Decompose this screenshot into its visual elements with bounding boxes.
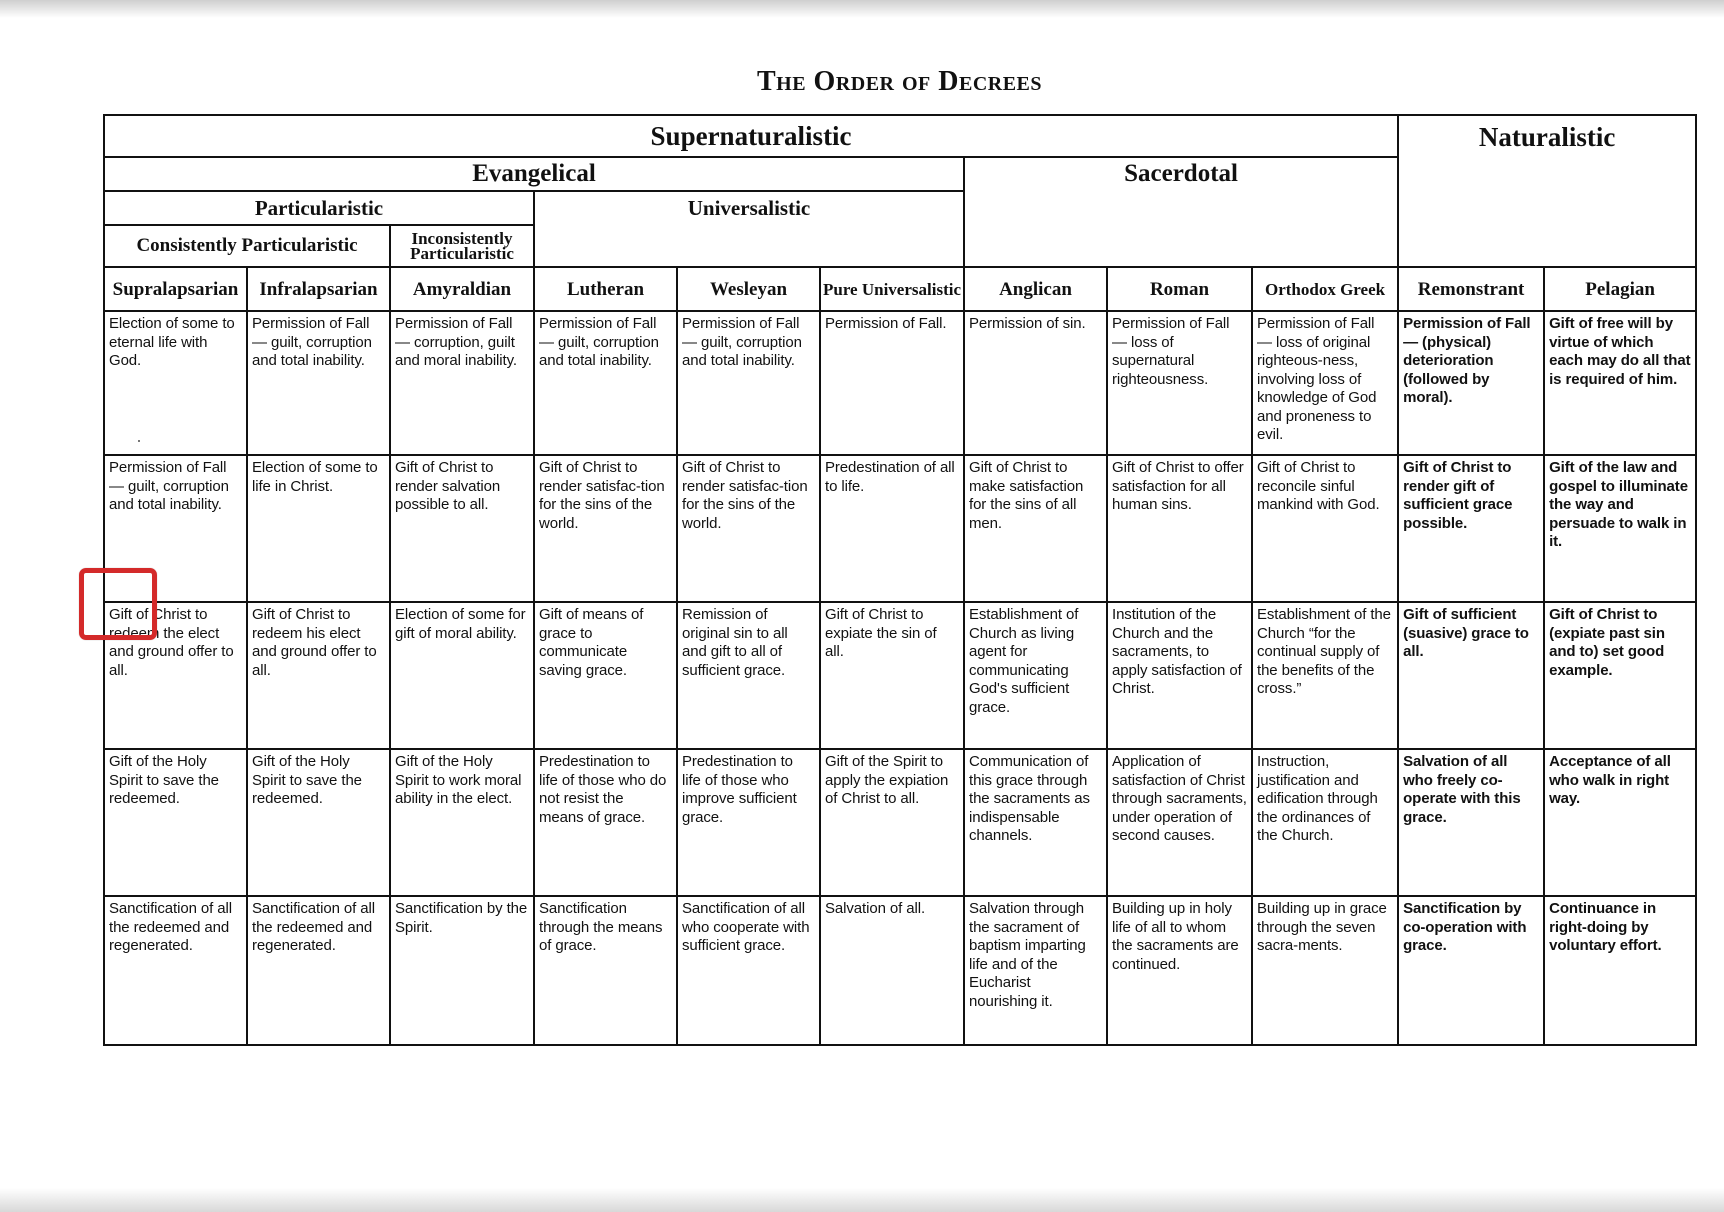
- table-cell-wesleyan: Sanctification of all who cooperate with sufficient grace.: [677, 896, 820, 1045]
- table-cell-amyraldian: Sanctification by the Spirit.: [390, 896, 534, 1045]
- table-cell-pure-universalistic: Gift of Christ to expiate the sin of all.: [820, 602, 964, 749]
- table-cell-pure-universalistic: Salvation of all.: [820, 896, 964, 1045]
- table-row: [104, 455, 1696, 602]
- table-cell-lutheran: Predestination to life of those who do not resist the means of grace.: [534, 749, 677, 896]
- column-header-roman: Roman: [1107, 267, 1252, 311]
- table-cell-pelagian: Continuance in right-doing by voluntary effort.: [1544, 896, 1696, 1045]
- table-row: [104, 749, 1696, 896]
- column-header-lutheran: Lutheran: [534, 267, 677, 311]
- table-cell-roman: Institution of the Church and the sacraments, to apply satisfaction of Christ.: [1107, 602, 1252, 749]
- header-sacerdotal: Sacerdotal: [964, 157, 1398, 267]
- table-cell-remonstrant: Salvation of all who freely co-operate with this grace.: [1398, 749, 1544, 896]
- column-header-amyraldian: Amyraldian: [390, 267, 534, 311]
- page-top-shadow: [0, 0, 1724, 18]
- table-cell-lutheran: Sanctification through the means of grace.: [534, 896, 677, 1045]
- table-cell-pelagian: Gift of free will by virtue of which each may do all that is required of him.: [1544, 311, 1696, 455]
- table-cell-pelagian: Acceptance of all who walk in right way.: [1544, 749, 1696, 896]
- header-naturalistic: Naturalistic: [1398, 115, 1696, 267]
- column-header-supralapsarian: Supralapsarian: [104, 267, 247, 311]
- table-cell-anglican: Communication of this grace through the sacraments as indispensable channels.: [964, 749, 1107, 896]
- column-header-remonstrant: Remonstrant: [1398, 267, 1544, 311]
- header-inconsistently-particularistic: Inconsistently Particularistic: [390, 225, 534, 267]
- table-cell-amyraldian: Election of some for gift of moral ability.: [390, 602, 534, 749]
- table-row: [104, 311, 1696, 455]
- table-cell-infralapsarian: Permission of Fall — guilt, corruption and total inability.: [247, 311, 390, 455]
- table-cell-roman: Gift of Christ to offer satisfaction for all human sins.: [1107, 455, 1252, 602]
- header-particularistic: Particularistic: [104, 191, 534, 225]
- table-cell-supralapsarian: Election of some to eternal life with God.: [104, 311, 247, 455]
- table-cell-lutheran: Gift of means of grace to communicate saving grace.: [534, 602, 677, 749]
- scan-speck: [138, 440, 140, 442]
- table-cell-wesleyan: Permission of Fall — guilt, corruption and total inability.: [677, 311, 820, 455]
- column-header-infralapsarian: Infralapsarian: [247, 267, 390, 311]
- table-cell-pure-universalistic: Permission of Fall.: [820, 311, 964, 455]
- table-cell-amyraldian: Permission of Fall — corruption, guilt and moral inability.: [390, 311, 534, 455]
- table-cell-amyraldian: Gift of the Holy Spirit to work moral ability in the elect.: [390, 749, 534, 896]
- table-cell-wesleyan: Gift of Christ to render satisfac-tion for the sins of the world.: [677, 455, 820, 602]
- table-cell-supralapsarian: Sanctification of all the redeemed and regenerated.: [104, 896, 247, 1045]
- header-evangelical: Evangelical: [104, 157, 964, 191]
- table-cell-amyraldian: Gift of Christ to render salvation possible to all.: [390, 455, 534, 602]
- table-cell-pelagian: Gift of the law and gospel to illuminate the way and persuade to walk in it.: [1544, 455, 1696, 602]
- table-cell-roman: Building up in holy life of all to whom the sacraments are continued.: [1107, 896, 1252, 1045]
- page-title: The Order of Decrees: [756, 66, 1043, 97]
- header-consistently-particularistic: Consistently Particularistic: [104, 225, 390, 267]
- table-cell-anglican: Permission of sin.: [964, 311, 1107, 455]
- table-row: [104, 896, 1696, 1045]
- highlight-annotation-box: [79, 568, 157, 640]
- column-header-pelagian: Pelagian: [1544, 267, 1696, 311]
- table-cell-infralapsarian: Election of some to life in Christ.: [247, 455, 390, 602]
- table-cell-anglican: Establishment of Church as living agent for communicating God's sufficient grace.: [964, 602, 1107, 749]
- table-cell-pure-universalistic: Predestination of all to life.: [820, 455, 964, 602]
- table-cell-remonstrant: Sanctification by co-operation with grace.: [1398, 896, 1544, 1045]
- table-cell-orthodox-greek: Establishment of the Church “for the continual supply of the benefits of the cross.”: [1252, 602, 1398, 749]
- table-cell-orthodox-greek: Building up in grace through the seven sacra-ments.: [1252, 896, 1398, 1045]
- table-cell-lutheran: Permission of Fall — guilt, corruption and total inability.: [534, 311, 677, 455]
- page-bottom-shadow: [0, 1188, 1724, 1212]
- table-cell-anglican: Gift of Christ to make satisfaction for the sins of all men.: [964, 455, 1107, 602]
- table-cell-infralapsarian: Gift of Christ to redeem his elect and ground offer to all.: [247, 602, 390, 749]
- table-cell-supralapsarian: Gift of the Holy Spirit to save the redeemed.: [104, 749, 247, 896]
- header-supernaturalistic: Supernaturalistic: [104, 115, 1398, 157]
- table-cell-pure-universalistic: Gift of the Spirit to apply the expiation of Christ to all.: [820, 749, 964, 896]
- table-cell-orthodox-greek: Instruction, justification and edification through the ordinances of the Church.: [1252, 749, 1398, 896]
- header-universalistic: Universalistic: [534, 191, 964, 267]
- table-cell-anglican: Salvation through the sacrament of baptism imparting life and of the Eucharist nourishing it.: [964, 896, 1107, 1045]
- table-cell-remonstrant: Gift of Christ to render gift of sufficient grace possible.: [1398, 455, 1544, 602]
- column-header-orthodox-greek: Orthodox Greek: [1252, 267, 1398, 311]
- table-cell-wesleyan: Remission of original sin to all and gift to all of sufficient grace.: [677, 602, 820, 749]
- table-cell-lutheran: Gift of Christ to render satisfac-tion for the sins of the world.: [534, 455, 677, 602]
- column-header-anglican: Anglican: [964, 267, 1107, 311]
- table-cell-infralapsarian: Sanctification of all the redeemed and regenerated.: [247, 896, 390, 1045]
- table-cell-supralapsarian: Permission of Fall — guilt, corruption and total inability.: [104, 455, 247, 602]
- table-cell-remonstrant: Gift of sufficient (suasive) grace to all.: [1398, 602, 1544, 749]
- column-header-wesleyan: Wesleyan: [677, 267, 820, 311]
- table-cell-pelagian: Gift of Christ to (expiate past sin and to) set good example.: [1544, 602, 1696, 749]
- table-cell-roman: Permission of Fall — loss of supernatural righteousness.: [1107, 311, 1252, 455]
- table-row: [104, 602, 1696, 749]
- table-cell-orthodox-greek: Permission of Fall — loss of original righteous-ness, involving loss of knowledge of God and proneness to evil.: [1252, 311, 1398, 455]
- table-cell-supralapsarian: Gift of Christ to redeem the elect and ground offer to all.: [104, 602, 247, 749]
- table-cell-orthodox-greek: Gift of Christ to reconcile sinful mankind with God.: [1252, 455, 1398, 602]
- table-cell-infralapsarian: Gift of the Holy Spirit to save the redeemed.: [247, 749, 390, 896]
- table-cell-wesleyan: Predestination to life of those who improve sufficient grace.: [677, 749, 820, 896]
- table-cell-roman: Application of satisfaction of Christ through sacraments, under operation of second causes.: [1107, 749, 1252, 896]
- table-cell-remonstrant: Permission of Fall — (physical) deterioration (followed by moral).: [1398, 311, 1544, 455]
- decrees-table: [103, 114, 1697, 1046]
- column-header-pure-universalistic: Pure Universalistic: [820, 267, 964, 311]
